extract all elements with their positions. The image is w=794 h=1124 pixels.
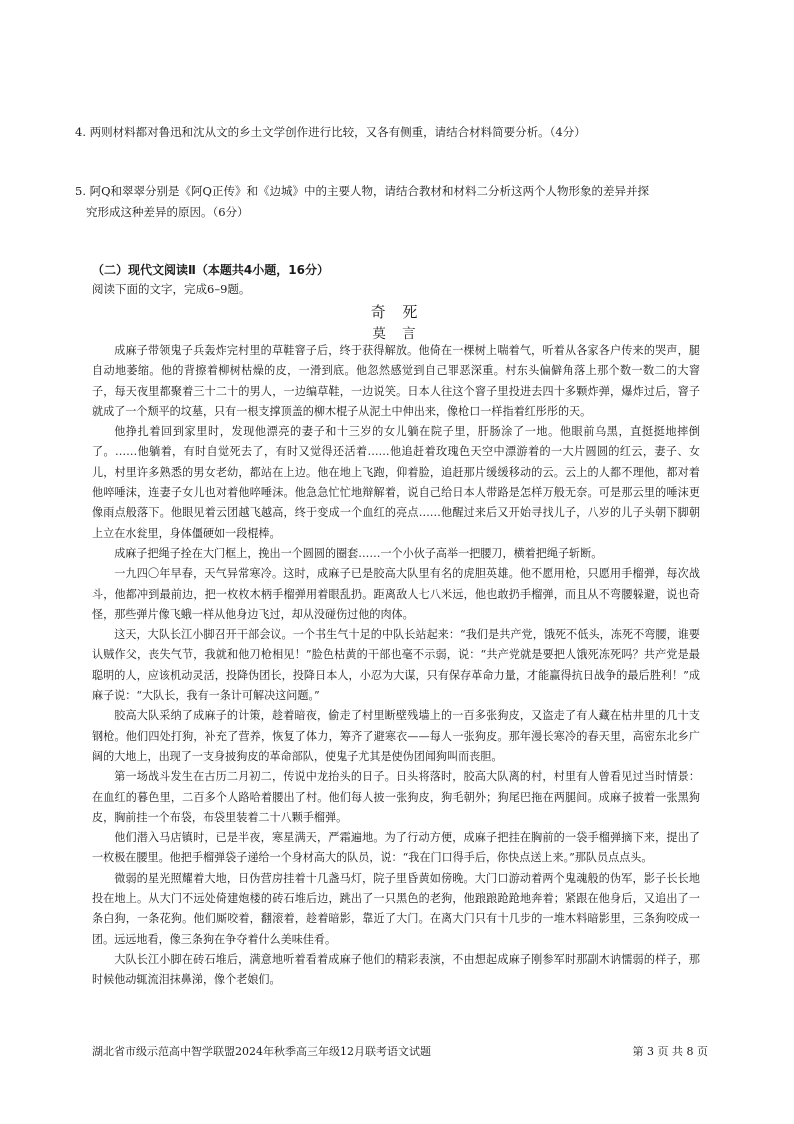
article-paragraph: 第一场战斗发生在古历二月初二，传说中龙抬头的日子。日头将落时，胶高大队离的村，村里有人曾看见过当时情景：在血红的暮色里，二百多个人路哈着腰出了村。他们每人披一张狗皮，狗毛朝外；狗尾巴拖在两腿间。成麻子披着一张黑狗皮，胸前挂一个布袋，布袋里装着二十八颗手榴弹。 (92, 770, 700, 824)
article-paragraph: 他们潜入马店镇时，已是半夜，寒星满天，严霜遍地。为了行动方便，成麻子把挂在胸前的一袋手榴弹摘下来，提出了一枚极在腰里。他把手榴弹袋子递给一个身材高大的队员，说：“我在门口得手后，你快点送上来。”那队员点点头。 (92, 831, 700, 865)
article-paragraph: 成麻子把绳子拴在大门框上，挽出一个圆圆的圈套……一个小伙子高举一把腰刀，横着把绳子斩断。 (114, 546, 603, 560)
page-footer (92, 1043, 708, 1059)
article-paragraph: 一九四〇年早春，天气异常寒冷。这时，成麻子已是胶高大队里有名的虎胆英雄。他不愿用枪，只愿用手榴弹，每次战斗，他都冲到最前边，把一枚枚木柄手榴弹用着眼乱扔。距离敌人七八米远，他也敢扔手榴弹，而且从不弯腰躲避，说也奇怪，那些弹片像飞蛾一样从他身边飞过，却从没碰伤过他的肉体。 (92, 567, 700, 621)
article-paragraph: 大队长江小脚在砖石堆后，满意地听着看着成麻子他们的精彩表演，不由想起成麻子刚参军时那副木讷懦弱的样子，那时候他动辄流泪抹鼻涕，像个老娘们。 (92, 952, 700, 987)
question-4-text: 4. 两则材料都对鲁迅和沈从文的乡土文学创作进行比较，又各有侧重，请结合材料简要分析。（4分） (75, 125, 586, 139)
article-body (92, 341, 700, 991)
question-5-line-2: 究形成这种差异的原因。（6分） (86, 205, 249, 219)
article-paragraph: 胶高大队采纳了成麻子的计策，趁着暗夜，偷走了村里断壁残墙上的一百多张狗皮，又盗走了有人藏在枯井里的几十支钢枪。他们四处打狗，补充了营养，恢复了体力，筹齐了避寒衣——每人一张狗皮。那年漫长寒冷的春天里，高密东北乡广阔的大地上，出现了一支身披狗皮的革命部队，使鬼子尤其是使伪团闻狗叫而丧胆。 (92, 709, 700, 763)
article-paragraph: 他挣扎着回到家里时，发现他漂亮的妻子和十三岁的女儿躺在院子里，肝肠涂了一地。他眼前乌黑，直挺挺地摔倒了。……他躺着，有时自觉死去了，有时又觉得还活着……他追赶着玫瑰色天空中漂游着的一大片圆圆的红云，妻子、女儿，村里许多熟悉的男女老幼，都站在上边。他在地上飞跑，仰着脸，追赶那片缓缓移动的云。云上的人都不理他，都对着他啐唾沫，连妻子女儿也对着他啐唾沫。他急急忙忙地辩解着，说自己给日本人带路是怎样万般无奈。可是那云里的唾沫更像雨点般落下。他眼见着云团越飞越高，终于变成一个血红的亮点……他醒过来后又开始寻找儿子，八岁的儿子头朝下脚朝上立在水瓮里，身体僵硬如一段棍棒。 (92, 425, 700, 540)
article-title: 奇 死 (370, 303, 424, 321)
question-4 (75, 122, 725, 143)
section-heading: （二）现代文阅读Ⅱ（本题共4小题，16分） (92, 263, 329, 277)
page-number: 第 3 页 共 8 页 (632, 1045, 708, 1058)
question-5 (75, 181, 725, 223)
article-paragraph: 这天，大队长江小脚召开干部会议。一个书生气十足的中队长站起来：“我们是共产党，饿死不低头，冻死不弯腰，谁要认贼作父，丧失气节，我就和他刀枪相见！”脸色枯黄的干部也毫不示弱，说：“共产党就是要把人饿死冻死吗？共产党是最聪明的人，应该机动灵活，投降伪团长，投降日本人，小忍为大谋，只有保存革命力量，才能赢得抗日战争的最后胜利！”成麻子说：“大队长，我有一条计可解决这问题。” (92, 628, 700, 703)
question-5-line-1: 5. 阿Q和翠翠分别是《阿Q正传》和《边城》中的主要人物，请结合教材和材料二分析这两个人物形象的差异并探 (75, 184, 649, 198)
article-paragraph: 微弱的星光照耀着大地，日伪营房挂着十几盏马灯，院子里昏黄如傍晚。大门口游动着两个鬼魂般的伪军，影子长长地投在地上。从大门不远处倚建炮楼的砖石堆后边，跳出了一只黑色的老狗，他踉踉跄跄地奔着；紧跟在他身后，又追出了一条白狗，一条花狗。他们厮咬着，翻滚着，趁着暗影，靠近了大门。在离大门只有十几步的一堆木料暗影里，三条狗咬成一团。远远地看，像三条狗在争夺着什么美味佳肴。 (92, 871, 700, 946)
section-instruction: 阅读下面的文字，完成6–9题。 (92, 282, 251, 296)
article-paragraph: 成麻子带领鬼子兵轰炸完村里的草鞋窨子后，终于获得解放。他倚在一棵树上喘着气，听着从各家各户传来的哭声，腿自动地萎缩。他的背擦着柳树枯燥的皮，一滑到底。他忽然感觉到自己罪恶深重。村东头偏僻角落上那个数一数二的大窨子，每天夜里都聚着三十二十的男人，一边编草鞋，一边说笑。日本人往这个窨子里投进去四十多颗炸弹，爆炸过后，窨子就成了一个颓平的坟墓，只有一根支撑顶盖的柳木棍子从泥土中伸出来，像枪口一样指着红彤彤的天。 (92, 344, 700, 418)
exam-title: 湖北省市级示范高中智学联盟2024年秋季高三年级12月联考语文试题 (92, 1045, 431, 1058)
article-author: 莫 言 (372, 326, 422, 342)
